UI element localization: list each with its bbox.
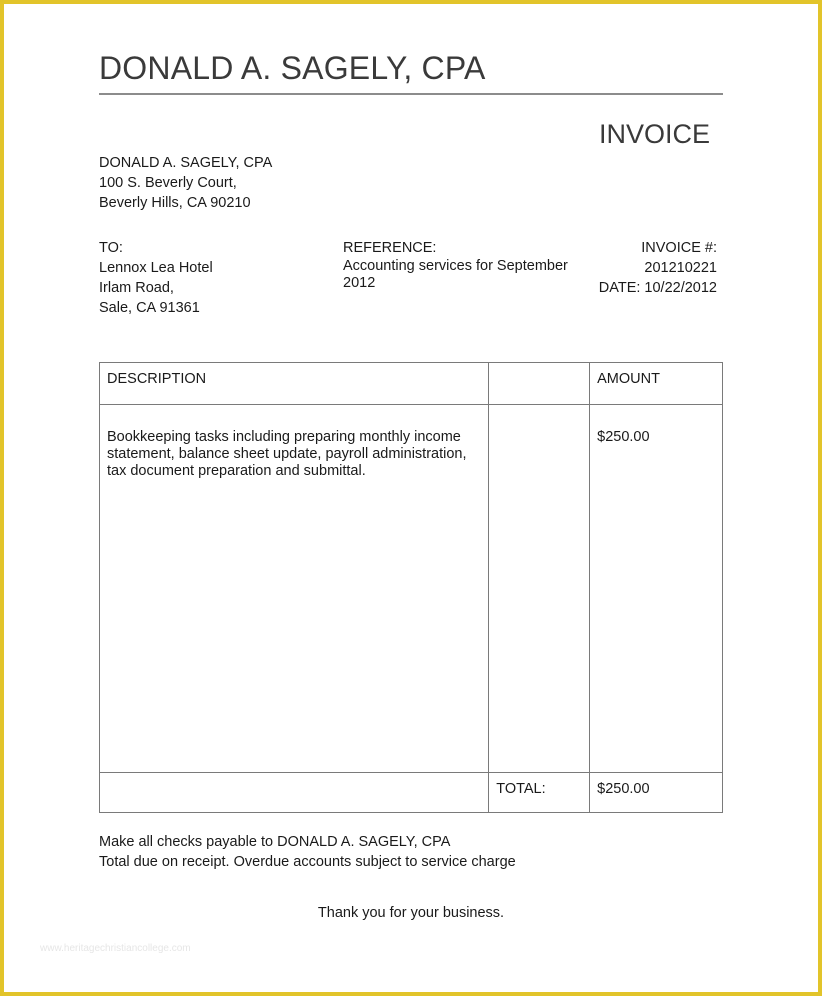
sender-address	[99, 153, 272, 213]
sender-street: 100 S. Beverly Court,	[99, 175, 237, 191]
total-blank	[100, 773, 489, 813]
invoice-date-label: DATE:	[598, 280, 641, 296]
header-description: DESCRIPTION	[100, 363, 489, 405]
total-label: TOTAL:	[489, 773, 590, 813]
payment-note-2: Total due on receipt. Overdue accounts subject to service charge	[99, 854, 516, 870]
line-items-table	[99, 362, 723, 813]
invoice-number-label: INVOICE #:	[641, 240, 717, 256]
reference-label: REFERENCE:	[343, 240, 437, 256]
recipient-street: Irlam Road,	[99, 280, 174, 296]
recipient-city: Sale, CA 91361	[99, 300, 200, 316]
recipient-address	[99, 238, 213, 318]
row-blank	[489, 405, 590, 773]
row-amount: $250.00	[590, 405, 723, 773]
table-header-row	[100, 363, 723, 405]
payment-notes	[99, 832, 516, 872]
recipient-name: Lennox Lea Hotel	[99, 260, 213, 276]
title-divider	[99, 93, 723, 95]
company-title: DONALD A. SAGELY, CPA	[99, 50, 486, 86]
total-amount: $250.00	[590, 773, 723, 813]
document-type-heading: INVOICE	[598, 119, 710, 149]
sender-city: Beverly Hills, CA 90210	[99, 195, 251, 211]
thank-you-message: Thank you for your business.	[317, 905, 505, 921]
watermark: www.heritagechristiancollege.com	[40, 943, 191, 954]
reference-text: Accounting services for September 2012	[343, 258, 568, 291]
header-blank	[489, 363, 590, 405]
invoice-date: 10/22/2012	[644, 280, 717, 296]
reference-block	[343, 238, 583, 292]
invoice-number: 201210221	[644, 260, 717, 276]
sender-name: DONALD A. SAGELY, CPA	[99, 155, 273, 171]
payment-note-1: Make all checks payable to DONALD A. SAGELY, CPA	[99, 834, 451, 850]
table-total-row	[100, 773, 723, 813]
row-description: Bookkeeping tasks including preparing monthly income statement, balance sheet update, payroll administration, tax document preparation and submittal.	[100, 405, 489, 773]
table-row	[100, 405, 723, 773]
invoice-meta	[560, 238, 717, 298]
invoice-date-line	[560, 278, 717, 298]
recipient-label: TO:	[99, 240, 123, 256]
header-amount: AMOUNT	[590, 363, 723, 405]
